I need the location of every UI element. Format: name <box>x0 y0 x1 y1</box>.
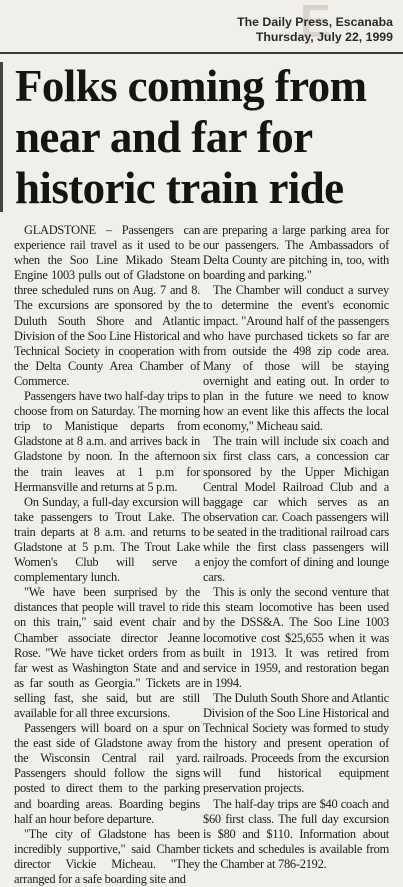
page-edge-mark <box>0 62 3 212</box>
paragraph: "We have been surprised by the distances that people will travel to ride on this train," said event chair and Chamber associate director Jeanne Rose. "We have ticket orders from as far west as Washington State and and as far south as Georgia." Tickets are selling fast, she said, but are still available for all three excursions. <box>14 585 200 720</box>
headline <box>15 61 403 214</box>
publication-date: Thursday, July 22, 1999 <box>255 30 393 44</box>
headline-line-2: near and far for <box>15 112 313 162</box>
article-column-right <box>203 223 389 872</box>
paragraph: "The city of Gladstone has been incredibly supportive," said Chamber director Vickie Micheau. "They arranged for a safe boarding site and <box>14 826 200 887</box>
paragraph: The train will include six coach and six first class cars, a concession car sponsored by the Upper Michigan Central Model Railroad Club and a baggage car which serves as an observation car. Coach passengers will be seated in the traditional railroad cars while the first class passengers will enjoy the comfort of dining and lounge cars. <box>203 434 389 585</box>
paragraph: The Chamber will conduct a survey to determine the event's economic impact. "Around half of the passengers who have purchased tickets so far are from outside the 498 zip code area. Many of those will be staying overnight and eating out. In order to plan in the future we need to know how an event like this affects the local economy," Micheau said. <box>203 283 389 434</box>
paragraph: The Duluth South Shore and Atlantic Division of the Soo Line Historical and Technical Society was formed to study the history and present operation of railroads. Proceeds from the excursion will fund historical equipment preservation projects. <box>203 690 389 796</box>
paragraph: The half-day trips are $40 coach and $60 first class. The full day excursion is $80 and $110. Information about tickets and schedules is available from the Chamber at 786-2192. <box>203 796 389 871</box>
article-column-left <box>14 223 200 887</box>
paragraph: GLADSTONE – Passengers can experience rail travel as it used to be when the Soo Line Mikado Steam Engine 1003 pulls out of Gladstone on three scheduled runs on Aug. 7 and 8. The excursions are sponsored by the Duluth South Shore and Atlantic Division of the Soo Line Historical and Technical Society in cooperation with the Delta County Area Chamber of Commerce. <box>14 223 200 388</box>
paragraph: Passengers will board on a spur on the east side of Gladstone away from the Wisconsin Central rail yard. Passengers should follow the signs posted to direct them to the parking and boarding areas. Boarding begins half an hour before departure. <box>14 721 200 826</box>
dateline <box>237 15 393 45</box>
bleed-through-text: E <box>300 0 330 47</box>
paragraph: This is only the second venture that this steam locomotive has been used by the DSS&A. The Soo Line 1003 locomotive cost $25,655 when it was built in 1913. It was retired from service in 1959, and restoration began in 1994. <box>203 585 389 690</box>
headline-line-1: Folks coming from <box>15 61 367 111</box>
header-rule <box>0 52 403 54</box>
headline-line-3: historic train ride <box>15 163 344 213</box>
paragraph-continued: are preparing a large parking area for our passengers. The Ambassadors of Delta County are pitching in, too, with boarding and parking." <box>203 223 389 283</box>
newspaper-name: The Daily Press, Escanaba <box>237 15 393 29</box>
paragraph: On Sunday, a full-day excursion will take passengers to Trout Lake. The train departs at 8 a.m. and returns to Gladstone at 5 p.m. The Trout Lake Women's Club will serve a complementary lunch. <box>14 494 200 585</box>
paragraph: Passengers have two half-day trips to choose from on Saturday. The morning trip to Manistique departs from Gladstone at 8 a.m. and arrives back in Gladstone by noon. In the afternoon the train leaves at 1 p.m for Hermansville and returns at 5 p.m. <box>14 389 200 494</box>
masthead <box>0 0 403 50</box>
